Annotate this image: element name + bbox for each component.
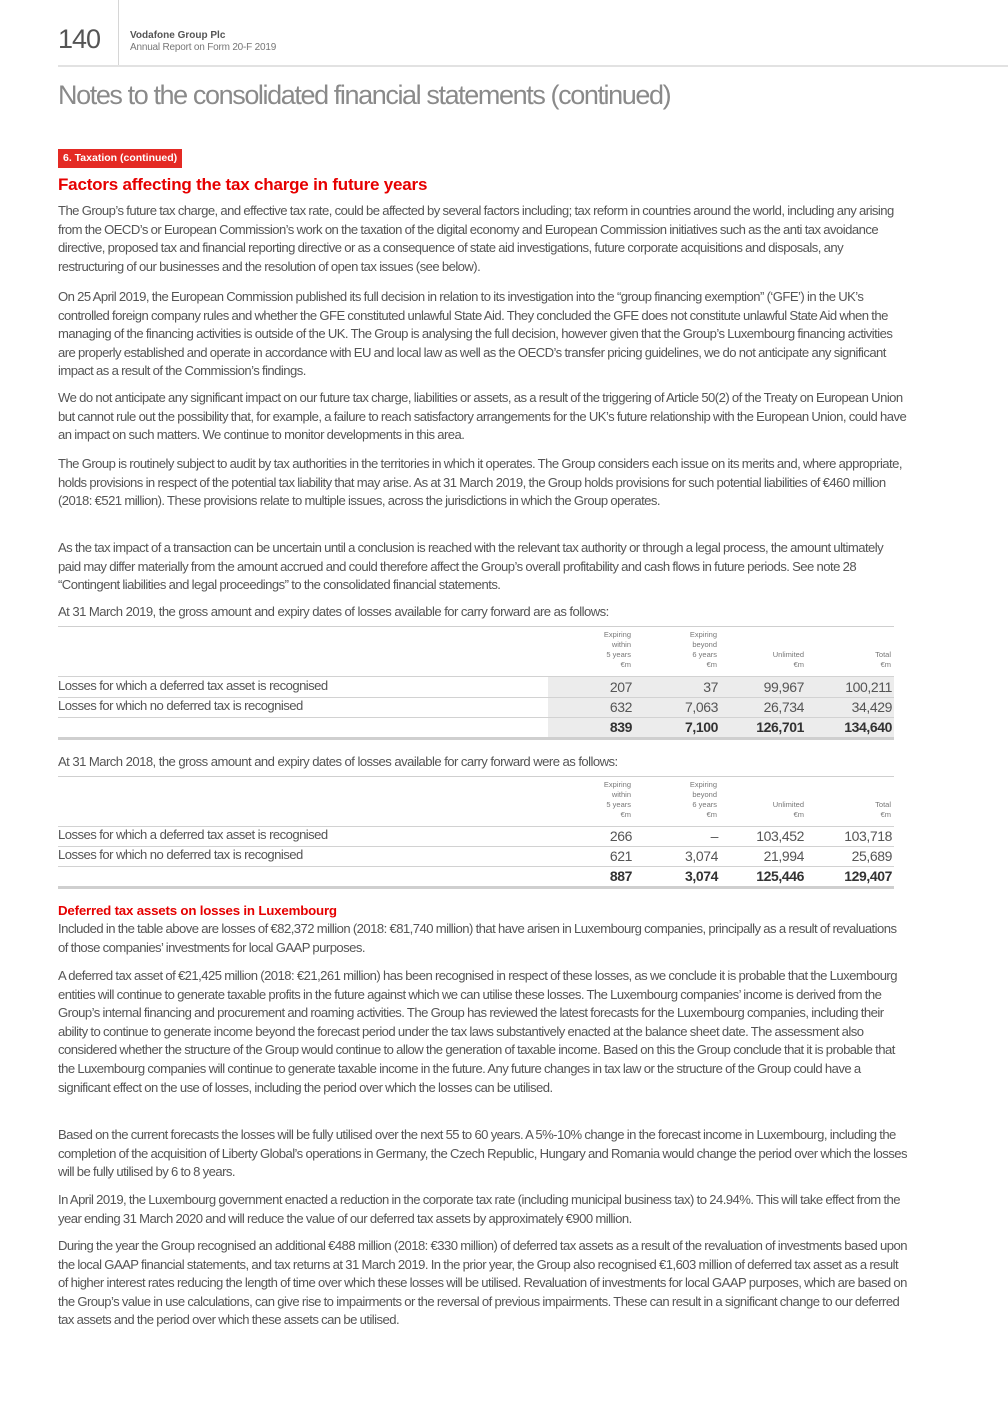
paragraph: As the tax impact of a transaction can be uncertain until a conclusion is reached with the relevant tax authority or through a legal process, the amount ultimately paid may differ materially from the amount accrued and could therefore affect the Group’s overall profitability and cash flows in future periods. See note 28 “Contingent liabilities and legal proceedings” to the consolidated financial statements.: [58, 540, 884, 593]
page-title: Notes to the consolidated financial statements (continued): [58, 80, 671, 110]
cell-value: 100,211: [845, 679, 892, 695]
cell-value: 25,689: [851, 848, 892, 864]
paragraph: The Group’s future tax charge, and effective tax rate, could be affected by several factors including; tax reform in countries around the world, including any arising from the OECD’s or European Commission’s work on the taxation of the digital economy and European Commission initiatives such as the anti tax avoidance directive, proposed tax and financial reporting directive or as a consequence of state aid investigations, future corporate acquisitions and disposals, any restructuring of our businesses and the resolution of open tax issues (see below).: [58, 203, 894, 274]
cell-value: 7,100: [684, 719, 718, 735]
table-row: [58, 697, 894, 717]
publisher-name: Vodafone Group Plc: [130, 30, 226, 41]
cell-value: 266: [609, 828, 632, 844]
table-2018-intro: At 31 March 2018, the gross amount and expiry dates of losses available for carry forward were as follows:: [58, 754, 618, 769]
row-label: Losses for which no deferred tax is recognised: [58, 847, 303, 862]
page-number: 140: [58, 24, 101, 54]
table-total-row: [58, 717, 894, 737]
column-header-total: Total €m: [875, 800, 891, 819]
header-rule: [58, 65, 1008, 67]
cell-value: 21,994: [763, 848, 804, 864]
table-row: [58, 826, 894, 846]
paragraph: In April 2019, the Luxembourg government enacted a reduction in the corporate tax rate (including municipal business tax) to 24.94%. This will take effect from the year ending 31 March 2020 and will reduce the value of our deferred tax assets by approximately €900 million.: [58, 1192, 901, 1226]
cell-value: 621: [609, 848, 632, 864]
cell-value: 103,718: [844, 828, 892, 844]
table-total-row: [58, 866, 894, 886]
table-row: [58, 677, 894, 697]
column-header-within-5-years: Expiring within 5 years €m: [603, 630, 631, 669]
losses-table-2018: [58, 776, 894, 890]
cell-value: 126,701: [756, 719, 804, 735]
table-rule: [58, 776, 894, 777]
paragraph: The Group is routinely subject to audit by tax authorities in the territories in which it operates. The Group considers each issue on its merits and, where appropriate, holds provisions in respect of the potential tax liability that may arise. As at 31 March 2019, the Group holds provisions for such potential liabilities of €460 million (2018: €521 million). These provisions relate to multiple issues, across the jurisdictions in which the Group operates.: [58, 456, 902, 509]
column-header-beyond-6-years: Expiring beyond 6 years €m: [689, 630, 717, 669]
table-bottom-rule: [58, 886, 894, 889]
cell-value: 26,734: [763, 699, 804, 715]
section-heading: Factors affecting the tax charge in future years: [58, 175, 428, 194]
cell-value: 125,446: [756, 868, 804, 884]
table-2019-intro: At 31 March 2019, the gross amount and expiry dates of losses available for carry forward are as follows:: [58, 604, 609, 619]
column-header-unlimited: Unlimited €m: [772, 650, 804, 669]
section-badge: 6. Taxation (continued): [58, 149, 182, 168]
cell-value: 37: [703, 679, 718, 695]
column-header-beyond-6-years: Expiring beyond 6 years €m: [689, 780, 717, 819]
cell-value: 839: [609, 719, 632, 735]
column-header-total: Total €m: [875, 650, 891, 669]
cell-value: 632: [609, 699, 632, 715]
cell-value: 887: [609, 868, 632, 884]
paragraph: Included in the table above are losses of €82,372 million (2018: €81,740 million) that have arisen in Luxembourg companies, principally as a result of revaluations of those companies’ investments for local GAAP purposes.: [58, 921, 897, 955]
column-header-within-5-years: Expiring within 5 years €m: [603, 780, 631, 819]
cell-value: 134,640: [844, 719, 892, 735]
paragraph: During the year the Group recognised an additional €488 million (2018: €330 million) of deferred tax assets as a result of the revaluation of investments based upon the local GAAP financial statements, and tax returns at 31 March 2019. In the prior year, the Group also recognised €1,603 million of deferred tax asset as a result of higher interest rates reducing the length of time over which these losses will be utilised. Revaluation of investments for local GAAP purposes, which are based on the Group’s value in use calculations, can give rise to impairments or the reversal of previous impairments. These can result in a significant change to our deferred tax assets and the period over which these assets can be utilised.: [58, 1238, 907, 1328]
table-row: [58, 846, 894, 866]
cell-value: 7,063: [684, 699, 718, 715]
paragraph: Based on the current forecasts the losses will be fully utilised over the next 55 to 60 years. A 5%-10% change in the forecast income in Luxembourg, including the completion of the acquisition of Liberty Global’s operations in Germany, the Czech Republic, Hungary and Romania would change the period over which the losses will be fully utilised by 6 to 8 years.: [58, 1127, 907, 1180]
row-label: Losses for which no deferred tax is recognised: [58, 698, 303, 713]
row-label: Losses for which a deferred tax asset is recognised: [58, 678, 328, 693]
publication-name: Annual Report on Form 20-F 2019: [130, 42, 277, 53]
cell-value: 207: [609, 679, 632, 695]
cell-value: 3,074: [684, 848, 718, 864]
table-rule: [58, 626, 894, 627]
cell-value: 3,074: [684, 868, 718, 884]
subsection-heading: Deferred tax assets on losses in Luxembourg: [58, 903, 337, 918]
column-header-unlimited: Unlimited €m: [772, 800, 804, 819]
losses-table-2019: [58, 626, 894, 740]
cell-value: 99,967: [763, 679, 804, 695]
cell-value: 103,452: [756, 828, 804, 844]
paragraph: On 25 April 2019, the European Commission published its full decision in relation to its investigation into the “group financing exemption” (‘GFE’) in the UK’s controlled foreign company rules and whether the GFE constituted unlawful State Aid. They concluded the GFE does not constitute unlawful State Aid when the managing of the financing activities is outside of the UK. The Group is analysing the full decision, however given that the Group’s Luxembourg financing activities are properly established and operate in accordance with EU and local law as well as the OECD’s transfer pricing guidelines, we do not anticipate any significant impact as a result of the Commission’s findings.: [58, 289, 893, 379]
cell-value: 34,429: [851, 699, 892, 715]
cell-value: –: [710, 828, 718, 844]
table-bottom-rule: [58, 737, 894, 740]
row-label: Losses for which a deferred tax asset is recognised: [58, 827, 328, 842]
paragraph: We do not anticipate any significant impact on our future tax charge, liabilities or assets, as a result of the triggering of Article 50(2) of the Treaty on European Union but cannot rule out the possibility that, for example, a failure to reach satisfactory arrangements for the UK’s future relationship with the European Union, could have an impact on such matters. We continue to monitor developments in this area.: [58, 390, 907, 443]
cell-value: 129,407: [844, 868, 892, 884]
header-divider: [118, 0, 119, 66]
paragraph: A deferred tax asset of €21,425 million (2018: €21,261 million) has been recognised in respect of these losses, as we conclude it is probable that the Luxembourg entities will continue to generate taxable profits in the future against which we can utilise these losses. The Luxembourg companies’ income is derived from the Group’s internal financing and procurement and roaming activities. The Group has reviewed the latest forecasts for the Luxembourg companies, including their ability to continue to generate income beyond the forecast period under the tax laws substantively enacted at the balance sheet date. The assessment also considered whether the structure of the Group would continue to allow the generation of taxable income. Based on this the Group conclude that it is probable that the Luxembourg companies will continue to generate taxable income in the future. Any future changes in tax law or the structure of the Group could have a significant effect on the use of losses, including the period over which the losses can be utilised.: [58, 968, 897, 1095]
